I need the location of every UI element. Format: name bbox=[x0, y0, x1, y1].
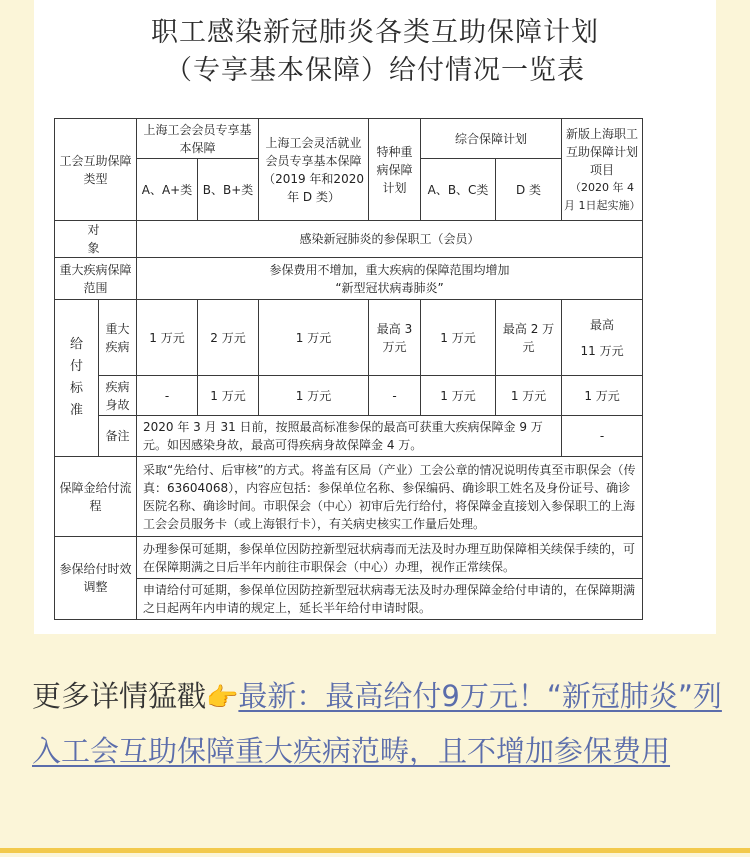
pointing-hand-icon: 👉 bbox=[206, 683, 239, 713]
table-cell: 1 万元 bbox=[198, 376, 259, 416]
row-note-label: 备注 bbox=[99, 416, 137, 457]
header-new-plan: 新版上海职工互助保障计划项目 （2020 年 4 月 1日起实施） bbox=[562, 119, 643, 221]
header-special: 特种重病保障计划 bbox=[369, 119, 421, 221]
page-title: 职工感染新冠肺炎各类互助保障计划 bbox=[151, 17, 599, 48]
row-major-label: 重大疾病 bbox=[99, 300, 137, 376]
row-target-label: 对 象 bbox=[55, 221, 137, 258]
table-cell: 1 万元 bbox=[137, 300, 198, 376]
row-note-value: 2020 年 3 月 31 日前，按照最高标准参保的最高可获重大疾病保障金 9 万元。如因感染身故，最高可得疾病身故保障金 4 万。 bbox=[137, 416, 562, 457]
table-cell: - bbox=[137, 376, 198, 416]
row-death-label: 疾病身故 bbox=[99, 376, 137, 416]
row-adjust-value-1: 办理参保可延期，参保单位因防控新型冠状病毒而无法及时办理互助保障相关续保手续的，可在保障期满之日后半年内前往市职保会（中心）办理，视作正常续保。 bbox=[137, 537, 643, 579]
infographic-card bbox=[34, 0, 716, 634]
header-comp-d: D 类 bbox=[496, 159, 562, 221]
table-cell: 最高 3 万元 bbox=[369, 300, 421, 376]
article-link[interactable]: 最新：最高给付9万元！“新冠肺炎”列入工会互助保障重大疾病范畴，且不增加参保费用 bbox=[32, 679, 722, 768]
table-cell-new-major: 最高 11 万元 bbox=[562, 300, 643, 376]
more-details-prefix: 更多详情猛戳 bbox=[32, 679, 207, 713]
table-cell: 最高 2 万元 bbox=[496, 300, 562, 376]
header-comp-abc: A、B、C类 bbox=[421, 159, 496, 221]
row-standard-label: 给付标准 bbox=[55, 300, 99, 457]
header-members-b: B、B+类 bbox=[198, 159, 259, 221]
more-details-paragraph bbox=[32, 670, 732, 778]
table-cell: 1 万元 bbox=[259, 376, 369, 416]
benefit-table bbox=[54, 118, 643, 620]
row-target-value: 感染新冠肺炎的参保职工（会员） bbox=[137, 221, 643, 258]
table-cell: 1 万元 bbox=[421, 376, 496, 416]
header-members-a: A、A+类 bbox=[137, 159, 198, 221]
row-process-label: 保障金给付流程 bbox=[55, 457, 137, 537]
table-cell: 1 万元 bbox=[562, 376, 643, 416]
bottom-divider bbox=[0, 848, 750, 853]
row-process-value: 采取“先给付、后审核”的方式。将盖有区局（产业）工会公章的情况说明传真至市职保会（传真：63604068），内容应包括：参保单位名称、参保编码、确诊职工姓名及身份证号、确诊医院名称、确诊时间。市职保会（中心）初审后先行给付，将保障金直接划入参保职工的上海工会会员服务卡（或上海银行卡），有关病史核实工作量后处理。 bbox=[137, 457, 643, 537]
header-flexible: 上海工会灵活就业会员专享基本保障（2019 年和2020 年 D 类） bbox=[259, 119, 369, 221]
row-scope-value: 参保费用不增加，重大疾病的保障范围均增加 “新型冠状病毒肺炎” bbox=[137, 258, 643, 300]
row-note-new: - bbox=[562, 416, 643, 457]
page-subtitle: （专享基本保障）给付情况一览表 bbox=[165, 55, 585, 86]
table-cell: 1 万元 bbox=[421, 300, 496, 376]
row-adjust-value-2: 申请给付可延期，参保单位因防控新型冠状病毒无法及时办理保障金给付申请的，在保障期满之日起两年内申请的规定上，延长半年给付申请时限。 bbox=[137, 579, 643, 620]
header-members: 上海工会会员专享基本保障 bbox=[137, 119, 259, 159]
table-cell: 1 万元 bbox=[259, 300, 369, 376]
table-cell: 2 万元 bbox=[198, 300, 259, 376]
header-comprehensive: 综合保障计划 bbox=[421, 119, 562, 159]
table-corner-cell: 工会互助保障类型 bbox=[55, 119, 137, 221]
row-scope-label: 重大疾病保障范围 bbox=[55, 258, 137, 300]
table-cell: 1 万元 bbox=[496, 376, 562, 416]
table-cell: - bbox=[369, 376, 421, 416]
row-adjust-label: 参保给付时效调整 bbox=[55, 537, 137, 620]
